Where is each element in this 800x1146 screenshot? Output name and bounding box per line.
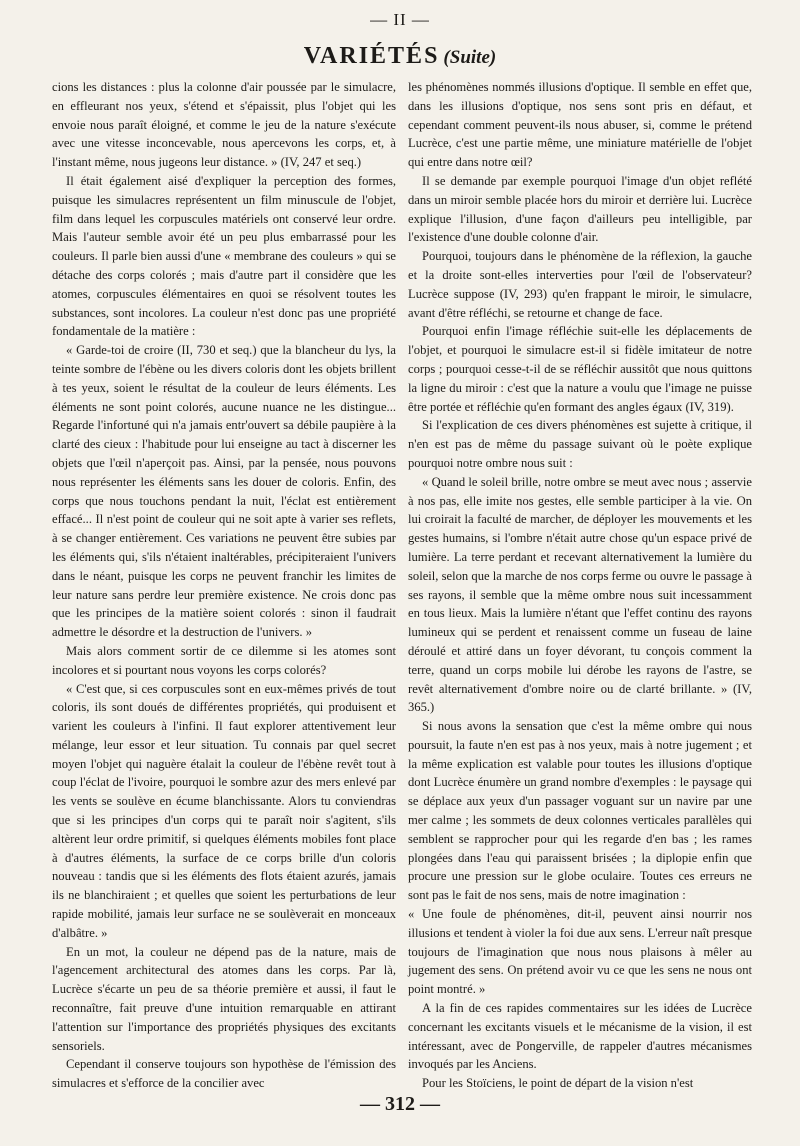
paragraph: Si l'explication de ces divers phénomènes est sujette à critique, il n'en est pas de même du passage suivant où le poète explique pourquoi notre ombre nous suit :: [408, 418, 752, 470]
paragraph: Il se demande par exemple pourquoi l'image d'un objet reflété dans un miroir semble placée hors du miroir et derrière lui. Lucrèce explique l'illusion, d'une façon d'ailleurs peu intelligible, par l'existence d'une double colonne d'air.: [408, 173, 752, 245]
paragraph: Cependant il conserve toujours son hypothèse de l'émission des simulacres et s'efforce de la concilier avec: [52, 1057, 396, 1091]
paragraph: Il était également aisé d'expliquer la perception des formes, puisque les simulacres représentent un film minuscule de l'objet, film dans lequel les corpuscules matériels ont conservé leur ordre. Mais l'auteur semble avoir été un peu plus embarrassé pour les couleurs. Il parle bien aussi d'une « membrane des couleurs » qui se détache des corps colorés ; mais d'autre part il considère que les atomes, corpuscules élémentaires en quoi se résolvent toutes les substances, sont incolores. La couleur n'est donc pas une propriété fondamentale de la matière :: [52, 173, 396, 339]
paragraph: « Garde-toi de croire (II, 730 et seq.) que la blancheur du lys, la teinte sombre de l'ébène ou les divers coloris dont les objets brillent à tes yeux, soient le résultat de la couleur de leurs éléments. Les éléments ne sont point colorés, aucune nuance ne les distingue... Regarde l'infortuné qui n'a jamais entr'ouvert sa débile paupière à la clarté des cieux : l'habitude pour lui enseigne au tact à discerner les objets que l'œil n'aperçoit pas. Ainsi, par la pensée, nous pouvons nous représenter les éléments sans les douer de coloris. Enfin, des corps que nous touchons pendant la nuit, l'éclat est entièrement effacé... Il n'est point de couleur qui ne soit apte à varier ses reflets, à se changer entièrement. Ces variations ne peuvent être subies par les éléments qui, s'ils n'étaient inaltérables, précipiteraient l'univers dans le néant, puisque les corps ne peuvent franchir les limites de leur nature sans perdre leur première existence. Ne crois donc pas que les principes de la matière soient colorés : sinon il faudrait admettre le désordre et la destruction de l'univers. »: [52, 343, 396, 640]
paragraph: A la fin de ces rapides commentaires sur les idées de Lucrèce concernant les excitants visuels et le mécanisme de la vision, il est intéressant, avec de Pongerville, de rappeler d'autres mécanismes invoqués par les Anciens.: [408, 1001, 752, 1072]
section-subtitle: (Suite): [443, 47, 497, 68]
paragraph: « C'est que, si ces corpuscules sont en eux-mêmes privés de tout coloris, ils sont doués de différentes propriétés, qui produisent et varient les couleurs à l'infini. Il faut explorer attentivement leur mélange, leur essor et leur situation. Tu connais par quel secret moyen l'objet qui naguère étalait la couleur de l'ébène revêt tout à coup l'éclat de l'ivoire, pourquoi le sombre azur des mers enlevé par les vents se soulève en écume blanchissante. Alors tu conviendras que si les principes d'un corps qui te paraît noir s'agitent, s'ils altèrent leur ordre primitif, si quelques éléments mobiles font place à d'autres éléments, la surface de ce corps brille d'un coloris nouveau : tandis que si les éléments des flots étaient azurés, jamais ils ne blanchiraient ; et quelles que soient les perturbations de leur rapide mobilité, jamais leur surface ne se soulèverait en monceaux d'albâtre. »: [52, 681, 396, 940]
paragraph: Pourquoi enfin l'image réfléchie suit-elle les déplacements de l'objet, et pourquoi le simulacre est-il si fidèle imitateur de notre corps ; pourquoi cesse-t-il de se réfléchir aussitôt que nous quittons la ligne du miroir : c'est que la nature a voulu que l'image ne puisse être portée et réfléchie qu'en formant des angles égaux (IV, 319).: [408, 324, 752, 414]
paragraph: Si nous avons la sensation que c'est la même ombre qui nous poursuit, la faute n'en est pas à nos yeux, mais à notre jugement ; et la même explication est valable pour toutes les illusions d'optique dont Lucrèce énumère un grand nombre d'exemples : le paysage qui se déplace aux yeux d'un passager voguant sur un navire par une mer calme ; les sommets de deux colonnes verticales parallèles qui semblent se rapprocher pour qui les regarde d'en bas ; les rames plongées dans l'eau qui paraissent brisées ; la diplopie enfin que procure une pression sur le globe oculaire. Toutes ces erreurs ne sont pas le fait de nos sens, mais de notre imagination :: [408, 719, 752, 903]
paragraph: Pourquoi, toujours dans le phénomène de la réflexion, la gauche et la droite sont-elles interverties pour l'œil de l'observateur? Lucrèce suppose (IV, 293) qu'en frappant le miroir, le simulacre, avant d'être réfléchi, se retourne et change de face.: [408, 249, 752, 320]
right-column: [408, 78, 752, 1093]
paragraph: cions les distances : plus la colonne d'air poussée par le simulacre, en effleurant nos yeux, s'étend et s'épaissit, plus l'objet qui les envoie nous paraît éloigné, et comme le jeu de la nature s'exécute avec une vitesse inconcevable, nous apercevons les corps, et, à l'instant même, nous jugeons leur distance. » (IV, 247 et seq.): [52, 80, 396, 170]
paragraph: « Quand le soleil brille, notre ombre se meut avec nous ; asservie à nos pas, elle imite nos gestes, elle semble participer à la vie. On lui croirait la faculté de marcher, de déployer les mouvements et les gestes humains, si l'ombre n'était autre chose qu'un espace privé de lumière. La terre perdant et recevant alternativement la lumière du soleil, selon que la marche de nos corps ferme ou ouvre le passage à ses rayons, il semble que la même ombre nous suit incessamment en tous lieux. Mais la lumière n'étant que l'effet continu des rayons lumineux qui se perdent et renaissent comme un fuseau de laine déroulé et attiré dans un foyer dévorant, tu conçois comment la terre, quand un corps mobile lui dérobe les rayons de l'astre, se revêt alternativement d'ombre noire ou de clarté brillante. » (IV, 365.): [408, 474, 752, 715]
page-number: — 312 —: [360, 1093, 440, 1115]
paragraph: En un mot, la couleur ne dépend pas de la nature, mais de l'agencement architectural des atomes dans les corps. Par là, Lucrèce s'écarte un peu de sa théorie première et aussi, il faut le reconnaître, fait preuve d'une intuition remarquable en attirant l'attention sur l'importance des propriétés physiques des excitants sensoriels.: [52, 944, 396, 1053]
paragraph: les phénomènes nommés illusions d'optique. Il semble en effet que, dans les illusions d'optique, nos sens sont pris en défaut, et cependant comment peuvent-ils nous abuser, si, comme le prétend Lucrèce, c'est une partie même, une miniature matérielle de l'objet qui entre dans notre œil?: [408, 80, 752, 170]
paragraph: Pour les Stoïciens, le point de départ de la vision n'est: [422, 1076, 694, 1091]
page-marker: — II —: [370, 10, 430, 29]
section-header: [0, 44, 800, 71]
paragraph: Mais alors comment sortir de ce dilemme si les atomes sont incolores et si pourtant nous voyons les corps colorés?: [52, 643, 396, 677]
paragraph: « Une foule de phénomènes, dit-il, peuvent ainsi nourrir nos illusions et tendent à violer la foi due aux sens. L'erreur naît presque toujours de l'imagination que nous nous plaisons à mêler au jugement des sens. On prétend avoir vu ce que les sens ne nous ont point montré. »: [408, 907, 752, 997]
section-title: VARIÉTÉS: [303, 43, 440, 69]
left-column: [52, 78, 396, 1093]
